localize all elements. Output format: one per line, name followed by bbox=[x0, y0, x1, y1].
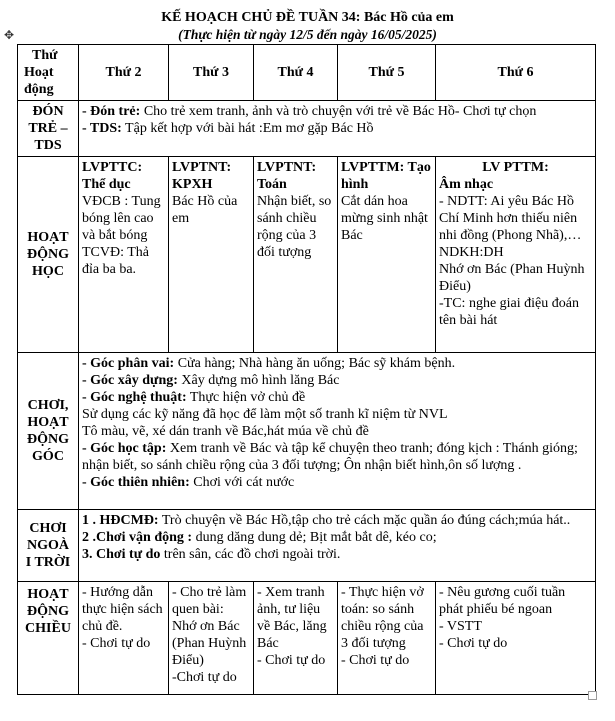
plan-title: KẾ HOẠCH CHỦ ĐỀ TUẦN 34: Bác Hồ của em bbox=[161, 10, 454, 25]
day-header-tue: Thứ 3 bbox=[169, 45, 254, 101]
choi-goc-row bbox=[18, 353, 596, 510]
hoat-dong-hoc-row bbox=[18, 157, 596, 353]
hoat-dong-chieu-header: HOẠT ĐỘNG CHIỀU bbox=[18, 582, 79, 695]
weekly-plan-table bbox=[17, 44, 596, 695]
day-header-thu: Thứ 5 bbox=[338, 45, 436, 101]
hoc-fri-cell: LV PTTM: Âm nhạc - NDTT: Ai yêu Bác Hồ Chí Minh hơn thiếu niên nhi đồng (Phong Nhã),… NDKH:DH Nhớ ơn Bác (Phan Huỳnh Điểu) -TC: nghe giai điệu đoán tên bài hát bbox=[436, 157, 596, 353]
choi-ngoai-troi-row bbox=[18, 510, 596, 582]
choi-goc-header: CHƠI, HOẠT ĐỘNG GÓC bbox=[18, 353, 79, 510]
don-tre-header: ĐÓN TRẺ – TDS bbox=[18, 101, 79, 157]
don-tre-row bbox=[18, 101, 596, 157]
chieu-wed-cell: - Xem tranh ảnh, tư liệu về Bác, lăng Bác - Chơi tự do bbox=[254, 582, 338, 695]
header-row bbox=[18, 45, 596, 101]
day-header-mon: Thứ 2 bbox=[79, 45, 169, 101]
hoc-mon-cell: LVPTTC: Thể dục VĐCB : Tung bóng lên cao và bắt bóng TCVĐ: Thả đỉa ba ba. bbox=[79, 157, 169, 353]
choi-ngoai-troi-content: 1 . HĐCMĐ: Trò chuyện về Bác Hồ,tập cho trẻ cách mặc quần áo đúng cách;múa hát.. 2 .Chơi vận động : dung dăng dung dẻ; Bịt mắt bắt dê, kéo co; 3. Chơi tự do trên sân, các đồ chơi ngoài trời. bbox=[79, 510, 596, 582]
corner-header-cell: Thứ Hoạt động bbox=[18, 45, 79, 101]
hoat-dong-chieu-row bbox=[18, 582, 596, 695]
chieu-mon-cell: - Hướng dẫn thực hiện sách chủ đề. - Chơi tự do bbox=[79, 582, 169, 695]
chieu-tue-cell: - Cho trẻ làm quen bài: Nhớ ơn Bác (Phan Huỳnh Điểu) -Chơi tự do bbox=[169, 582, 254, 695]
hoc-thu-cell: LVPTTM: Tạo hình Cắt dán hoa mừng sinh nhật Bác bbox=[338, 157, 436, 353]
chieu-fri-cell: - Nêu gương cuối tuần phát phiếu bé ngoan - VSTT - Chơi tự do bbox=[436, 582, 596, 695]
chieu-thu-cell: - Thực hiện vở toán: so sánh chiều rộng của 3 đối tượng - Chơi tự do bbox=[338, 582, 436, 695]
don-tre-content: - Đón trẻ: Cho trẻ xem tranh, ảnh và trò chuyện với trẻ về Bác Hồ- Chơi tự chọn - TDS: Tập kết hợp với bài hát :Em mơ gặp Bác Hồ bbox=[79, 101, 596, 157]
hoat-dong-hoc-header: HOẠT ĐỘNG HỌC bbox=[18, 157, 79, 353]
hoc-tue-cell: LVPTNT: KPXH Bác Hồ của em bbox=[169, 157, 254, 353]
choi-goc-content: - Góc phân vai: Cửa hàng; Nhà hàng ăn uống; Bác sỹ khám bệnh. - Góc xây dựng: Xây dựng mô hình lăng Bác - Góc nghệ thuật: Thực hiện vở chủ đề Sử dụng các kỹ năng đã học để làm một số tranh kĩ niệm từ NVL Tô màu, vẽ, xé dán tranh về Bác,hát múa về chủ đề - Góc học tập: Xem tranh về Bác và tập kể chuyện theo tranh; đóng kịch : Thánh gióng; nhận biết, so sánh chiều rộng của 3 đối tượng; Ôn nhận biết hình,ôn số lượng . - Góc thiên nhiên: Chơi với cát nước bbox=[79, 353, 596, 510]
table-move-handle-icon[interactable]: ✥ bbox=[3, 28, 15, 42]
plan-subtitle: (Thực hiện từ ngày 12/5 đến ngày 16/05/2025) bbox=[178, 27, 437, 42]
table-resize-handle[interactable] bbox=[588, 691, 597, 700]
day-header-fri: Thứ 6 bbox=[436, 45, 596, 101]
choi-ngoai-troi-header: CHƠI NGOÀ I TRỜI bbox=[18, 510, 79, 582]
hoc-wed-cell: LVPTNT: Toán Nhận biết, so sánh chiều rộng của 3 đối tượng bbox=[254, 157, 338, 353]
day-header-wed: Thứ 4 bbox=[254, 45, 338, 101]
